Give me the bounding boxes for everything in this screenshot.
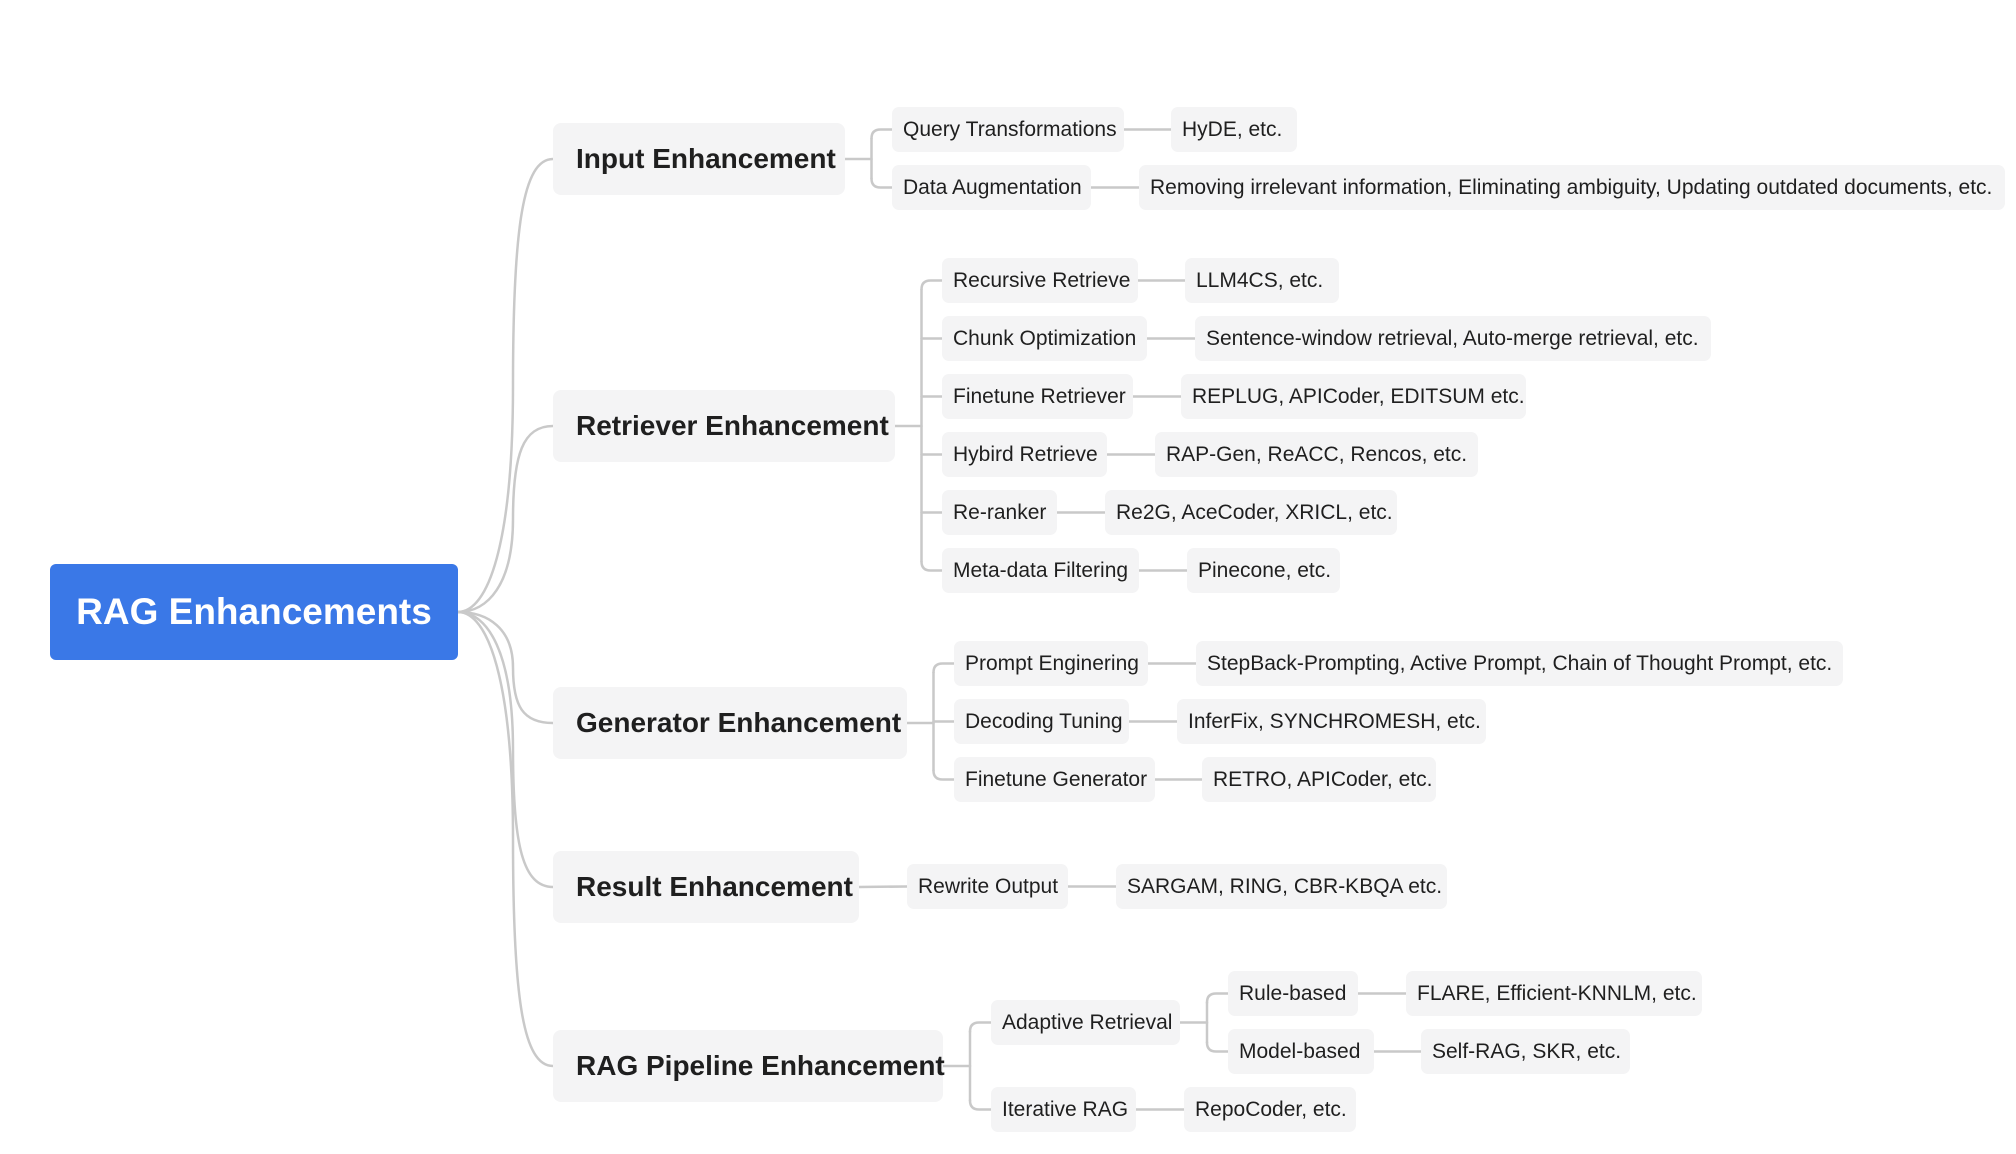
- branch-retriever-enhancement: Retriever Enhancement: [553, 390, 895, 462]
- examples-data-augmentation: Removing irrelevant information, Eliminating ambiguity, Updating outdated documents, etc.: [1139, 165, 2005, 210]
- item-finetune-generator: Finetune Generator: [954, 757, 1155, 802]
- examples-recursive-retrieve: LLM4CS, etc.: [1185, 258, 1339, 303]
- examples-chunk-optimization: Sentence-window retrieval, Auto-merge retrieval, etc.: [1195, 316, 1711, 361]
- item-query-transformations: Query Transformations: [892, 107, 1124, 152]
- item-finetune-retriever: Finetune Retriever: [942, 374, 1133, 419]
- branch-input-enhancement: Input Enhancement: [553, 123, 845, 195]
- examples-hybird-retrieve: RAP-Gen, ReACC, Rencos, etc.: [1155, 432, 1478, 477]
- item-rewrite-output: Rewrite Output: [907, 864, 1068, 909]
- examples-rule-based: FLARE, Efficient-KNNLM, etc.: [1406, 971, 1702, 1016]
- item-adaptive-retrieval: Adaptive Retrieval: [991, 1000, 1180, 1045]
- link-retriever-0: [922, 281, 943, 290]
- item-model-based: Model-based: [1228, 1029, 1374, 1074]
- item-meta-data-filtering: Meta-data Filtering: [942, 548, 1139, 593]
- item-re-ranker: Re-ranker: [942, 490, 1057, 535]
- item-recursive-retrieve: Recursive Retrieve: [942, 258, 1138, 303]
- link-input-1: [872, 179, 893, 188]
- item-data-augmentation: Data Augmentation: [892, 165, 1091, 210]
- link-retriever-5: [922, 562, 943, 571]
- item-chunk-optimization: Chunk Optimization: [942, 316, 1147, 361]
- item-prompt-enginering: Prompt Enginering: [954, 641, 1148, 686]
- item-hybird-retrieve: Hybird Retrieve: [942, 432, 1107, 477]
- link-generator-2: [934, 771, 955, 780]
- examples-iterative-rag: RepoCoder, etc.: [1184, 1087, 1356, 1132]
- root-node: RAG Enhancements: [50, 564, 458, 660]
- link-adaptive-0: [1207, 994, 1228, 1003]
- item-iterative-rag: Iterative RAG: [991, 1087, 1136, 1132]
- examples-re-ranker: Re2G, AceCoder, XRICL, etc.: [1105, 490, 1397, 535]
- link-input-0: [872, 130, 893, 139]
- examples-prompt-enginering: StepBack-Prompting, Active Prompt, Chain of Thought Prompt, etc.: [1196, 641, 1843, 686]
- examples-finetune-retriever: REPLUG, APICoder, EDITSUM etc.: [1181, 374, 1526, 419]
- link-pipeline-0: [970, 1023, 991, 1032]
- examples-query-transformations: HyDE, etc.: [1171, 107, 1297, 152]
- examples-decoding-tuning: InferFix, SYNCHROMESH, etc.: [1177, 699, 1486, 744]
- link-root-branch-rag-pipeline-enhancement: [458, 612, 553, 1066]
- link-pipeline-1: [970, 1101, 991, 1110]
- item-rule-based: Rule-based: [1228, 971, 1358, 1016]
- link-root-branch-result-enhancement: [458, 612, 553, 887]
- item-decoding-tuning: Decoding Tuning: [954, 699, 1129, 744]
- link-adaptive-1: [1207, 1043, 1228, 1052]
- examples-finetune-generator: RETRO, APICoder, etc.: [1202, 757, 1436, 802]
- branch-rag-pipeline-enhancement: RAG Pipeline Enhancement: [553, 1030, 943, 1102]
- link-root-branch-input-enhancement: [458, 159, 553, 612]
- examples-meta-data-filtering: Pinecone, etc.: [1187, 548, 1340, 593]
- branch-result-enhancement: Result Enhancement: [553, 851, 859, 923]
- examples-model-based: Self-RAG, SKR, etc.: [1421, 1029, 1630, 1074]
- branch-generator-enhancement: Generator Enhancement: [553, 687, 907, 759]
- link-generator-0: [934, 664, 955, 673]
- examples-rewrite-output: SARGAM, RING, CBR-KBQA etc.: [1116, 864, 1447, 909]
- link-result-0: [859, 887, 907, 888]
